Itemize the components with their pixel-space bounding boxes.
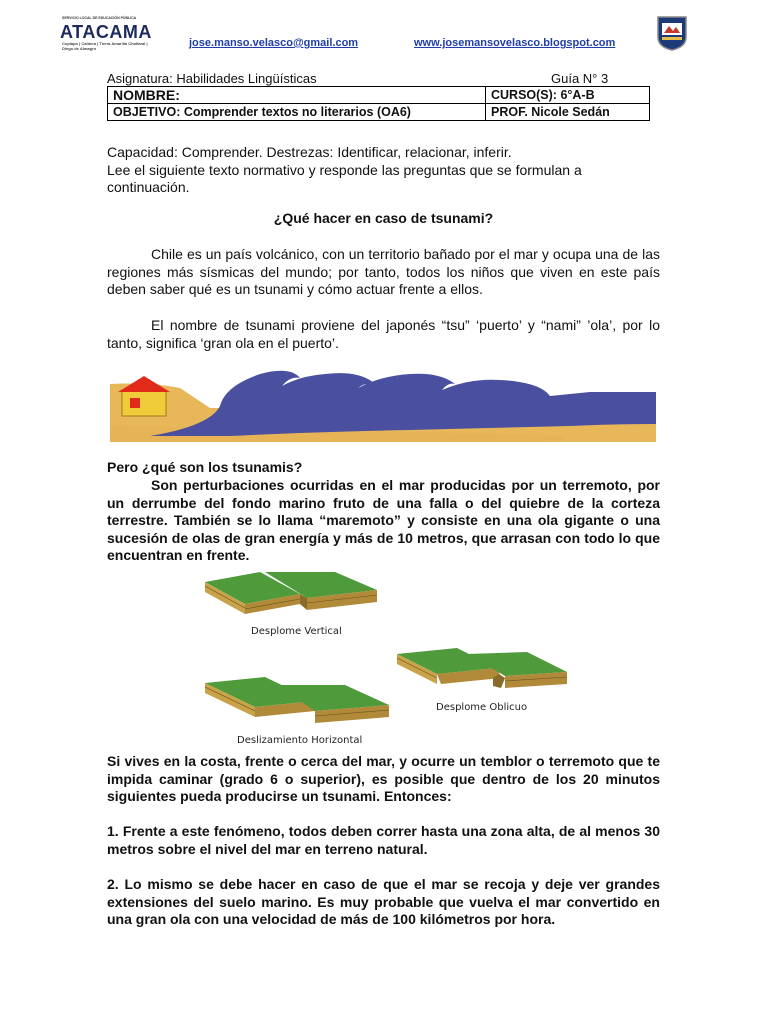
intro-line-1: Capacidad: Comprender. Destrezas: Identificar, relacionar, inferir. (107, 144, 512, 160)
objective-cell: OBJETIVO: Comprender textos no literarios (OA6) (108, 104, 486, 121)
intro-line-2: Lee el siguiente texto normativo y responde las preguntas que se formulan a continuación. (107, 161, 582, 196)
page-title: ¿Qué hacer en caso de tsunami? (273, 210, 494, 226)
name-cell[interactable]: NOMBRE: (108, 87, 486, 104)
logo-small-text: SERVICIO LOCAL DE EDUCACIÓN PÚBLICA (62, 16, 137, 20)
horizontal-slide-diagram (205, 675, 390, 725)
logo-title: ATACAMA (60, 22, 152, 42)
vertical-collapse-label: Desplome Vertical (251, 626, 342, 637)
oblique-collapse-label: Desplome Oblicuo (436, 702, 528, 713)
subject-label: Asignatura: Habilidades Lingüísticas (107, 71, 317, 86)
atacama-logo (60, 16, 170, 50)
paragraph-6: 2. Lo mismo se debe hacer en caso de que el mar se recoja y deje ver grandes extensiones del suelo marino. Es muy probable que vuelva el mar convertido en una gran ola con una velocidad de más de 100 kilómetros por hora. (107, 876, 660, 928)
paragraph-3: Son perturbaciones ocurridas en el mar producidas por un terremoto, por un derrumbe del fondo marino fruto de una falla o del quiebre de la corteza terrestre. También se lo llama “maremoto” y consiste en una ola gigante o una sucesión de olas de gran energía y más de 10 metros, que arrasan con todo lo que encuentran en frente. (107, 477, 660, 564)
tsunami-illustration (110, 366, 656, 442)
paragraph-4: Si vives en la costa, frente o cerca del mar, y ocurre un temblor o terremoto que te impida caminar (grado 6 o superior), es posible que dentro de los 20 minutos siguientes pueda producirse un tsunami. Entonces: (107, 753, 660, 805)
paragraph-5: 1. Frente a este fenómeno, todos deben correr hasta una zona alta, de al menos 30 metros sobre el nivel del mar en terreno natural. (107, 823, 660, 857)
student-info-table (107, 86, 650, 121)
teacher-cell: PROF. Nicole Sedán (486, 104, 650, 121)
email-link[interactable]: jose.manso.velasco@gmail.com (189, 37, 359, 49)
logo-subtitle: Copiapó | Caldera | Tierra Amarilla Chañaral | Diego de Almagro (62, 41, 148, 51)
website-link[interactable]: www.josemansovelasco.blogspot.com (414, 37, 616, 49)
paragraph-2: El nombre de tsunami proviene del japonés “tsu” ‘puerto’ y “nami” ’ola’, por lo tanto, significa ‘gran ola en el puerto’. (107, 317, 660, 351)
paragraph-1: Chile es un país volcánico, con un territorio bañado por el mar y ocupa una de las regiones más sísmicas del mundo; por tanto, todos los niños que viven en este país deben saber qué es un tsunami y cómo actuar frente a ellos. (107, 246, 660, 298)
horizontal-slide-label: Deslizamiento Horizontal (237, 735, 363, 746)
course-cell: CURSO(S): 6°A-B (486, 87, 650, 104)
guide-number: Guía N° 3 (551, 71, 609, 86)
intro-text (107, 144, 660, 197)
oblique-collapse-diagram (397, 648, 569, 698)
vertical-collapse-diagram (205, 572, 380, 617)
school-crest-icon (656, 15, 688, 51)
section-title: Pero ¿qué son los tsunamis? (107, 459, 303, 475)
